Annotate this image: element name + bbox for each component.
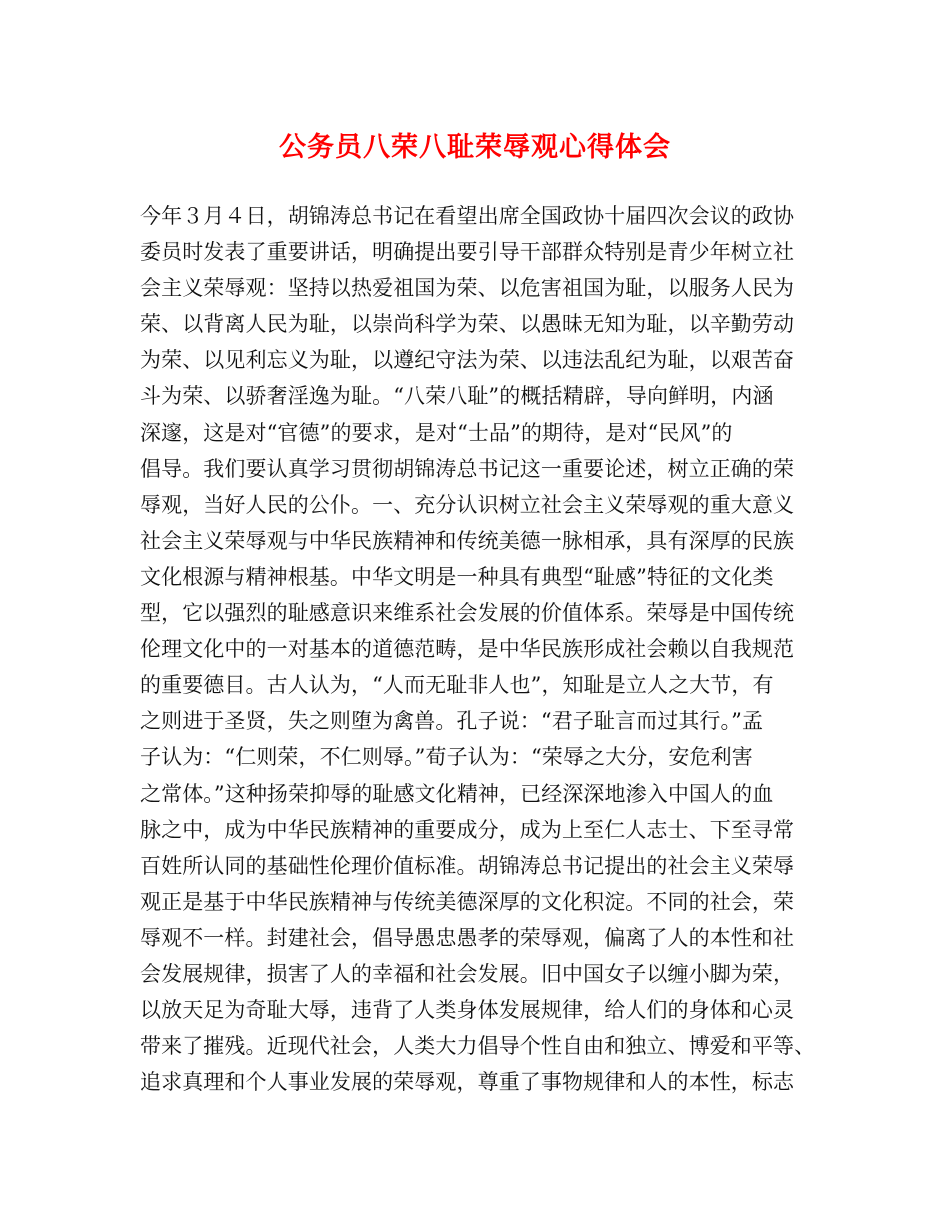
- body-line: 型，它以强烈的耻感意识来维系社会发展的价值体系。荣辱是中国传统: [140, 601, 795, 626]
- body-line: 观正是基于中华民族精神与传统美德深厚的文化积淀。不同的社会，荣: [140, 889, 795, 914]
- body-line: 社会主义荣辱观与中华民族精神和传统美德一脉相承，具有深厚的民族: [140, 528, 795, 553]
- body-line: 之常体。”这种扬荣抑辱的耻感文化精神，已经深深地渗入中国人的血: [140, 781, 774, 806]
- document-title: 公务员八荣八耻荣辱观心得体会: [279, 132, 671, 163]
- body-line: 子认为：“仁则荣，不仁则辱。”荀子认为：“荣辱之大分，安危利害: [140, 745, 753, 770]
- body-line: 带来了摧残。近现代社会，人类大力倡导个性自由和独立、博爱和平等、: [140, 1034, 816, 1059]
- body-line: 辱观，当好人民的公仆。一、充分认识树立社会主义荣辱观的重大意义: [140, 492, 795, 517]
- body-line: 伦理文化中的一对基本的道德范畴，是中华民族形成社会赖以自我规范: [140, 637, 795, 662]
- body-line: 文化根源与精神根基。中华文明是一种具有典型“耻感”特征的文化类: [140, 564, 774, 589]
- body-line: 会主义荣辱观：坚持以热爱祖国为荣、以危害祖国为耻，以服务人民为: [140, 276, 795, 301]
- document-body: [140, 198, 820, 1100]
- body-line: 之则进于圣贤，失之则堕为禽兽。孔子说：“君子耻言而过其行。”孟: [140, 709, 764, 734]
- body-line: 百姓所认同的基础性伦理价值标准。胡锦涛总书记提出的社会主义荣辱: [140, 853, 795, 878]
- body-line: 斗为荣、以骄奢淫逸为耻。“八荣八耻”的概括精辟，导向鲜明，内涵: [140, 384, 774, 409]
- body-line: 会发展规律，损害了人的幸福和社会发展。旧中国女子以缠小脚为荣，: [140, 961, 795, 986]
- body-line: 以放天足为奇耻大辱，违背了人类身体发展规律，给人们的身体和心灵: [140, 998, 795, 1023]
- body-line: 委员时发表了重要讲话，明确提出要引导干部群众特别是青少年树立社: [140, 240, 795, 265]
- body-line: 辱观不一样。封建社会，倡导愚忠愚孝的荣辱观，偏离了人的本性和社: [140, 925, 795, 950]
- body-line: 为荣、以见利忘义为耻，以遵纪守法为荣、以违法乱纪为耻，以艰苦奋: [140, 348, 795, 373]
- body-line: 的重要德目。古人认为，“人而无耻非人也”，知耻是立人之大节，有: [140, 673, 774, 698]
- body-line: 倡导。我们要认真学习贯彻胡锦涛总书记这一重要论述，树立正确的荣: [140, 456, 795, 481]
- body-line: 深邃，这是对“官德”的要求，是对“士品”的期待，是对“民风”的: [140, 420, 733, 445]
- body-line: 脉之中，成为中华民族精神的重要成分，成为上至仁人志士、下至寻常: [140, 817, 795, 842]
- body-line: 追求真理和个人事业发展的荣辱观，尊重了事物规律和人的本性，标志: [140, 1070, 795, 1095]
- body-line: 今年３月４日，胡锦涛总书记在看望出席全国政协十届四次会议的政协: [140, 204, 795, 228]
- body-line: 荣、以背离人民为耻，以崇尚科学为荣、以愚昧无知为耻，以辛勤劳动: [140, 312, 795, 337]
